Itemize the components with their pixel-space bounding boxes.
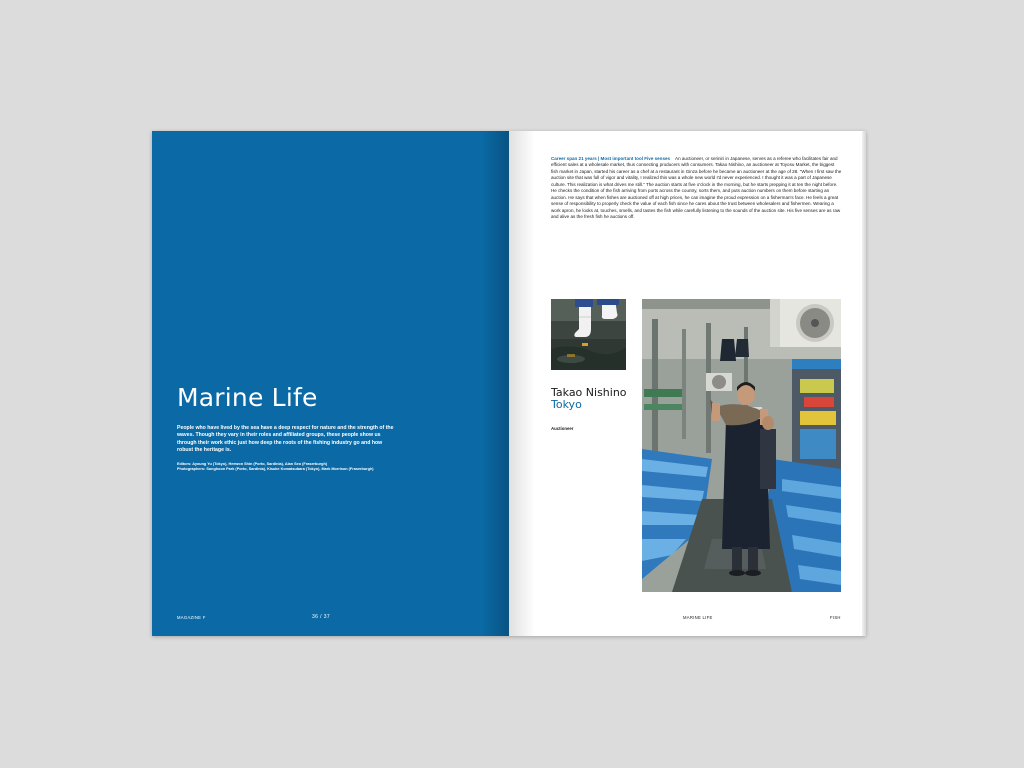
page-edge: [862, 131, 866, 636]
magazine-folio: MAGAZINE F: [177, 615, 206, 620]
editors-credit: Editors: Ayoung Yu (Tokyo), Heewon Shin (Porto, Sardinia), Alan Seo (Fraserburgh): [177, 462, 328, 466]
magazine-spread: [152, 131, 866, 636]
subject-name: Takao Nishino: [551, 386, 627, 399]
section-folio: MARINE LIFE: [683, 615, 713, 620]
article-body: [551, 156, 842, 221]
subject-city: Tokyo: [551, 398, 582, 411]
left-page: [152, 131, 509, 636]
subject-role: Auctioneer: [551, 426, 574, 431]
photographers-credit: Photographers: Sunghoon Park (Porto, Sardinia), Kisuke Komatsubara (Tokyo), Mark Morrison (Fraserburgh): [177, 467, 374, 472]
gutter-shadow-left: [481, 131, 509, 636]
section-label: FISH: [830, 615, 841, 620]
article-text: An auctioneer, or seriniri in Japanese, serves as a referee who facilitates fair and efficient sales at a wholesale market, thus connecting producers with consumers. Takao Nishino, an auctioneer at Toyosu Market, the biggest fish market in Japan, started his career as a chef at a restaurant in Ginza before he became an auctioneer at the age of 28. "When I first saw the auction site that was full of vigor and vitality, I realized this was a whole new world I'd never experienced. I thought it was a part of Japanese culture. This realization is what drives me still." The auction starts at five o'clock in the morning, but he starts prepping it at ten the night before. He checks the condition of the fish arriving from ports across the country, sorts them, and puts auction numbers on them before starting an auction. He says that when fishes are auctioned off at high prices, he can imagine the proud expression on a fisherman's face. He feels a great sense of responsibility to properly check the value of each fish since he cares about the trust between wholesalers and fishermen. Wearing a work apron, he looks at, touches, smells, and tastes the fish while carefully listening to the sounds of the auction site. His five senses are as raw and alive as the fresh fish he auctions off.: [551, 156, 842, 220]
credits: [177, 462, 399, 473]
section-title: Marine Life: [177, 383, 318, 412]
boots-photo: [551, 299, 626, 370]
gutter-shadow-right: [509, 131, 535, 636]
intro-paragraph: People who have lived by the sea have a deep respect for nature and the strength of the waves. Though they vary in their roles and affiliated groups, these people show us through their work ethic just how deep the roots of the fishing industry go and how robust the heritage is.: [177, 425, 394, 454]
page-numbers: 36 / 37: [312, 614, 331, 620]
right-page: [509, 131, 866, 636]
article-lead: Career span 21 years | Most important tool Five senses: [551, 156, 671, 161]
auctioneer-photo: [642, 299, 841, 592]
